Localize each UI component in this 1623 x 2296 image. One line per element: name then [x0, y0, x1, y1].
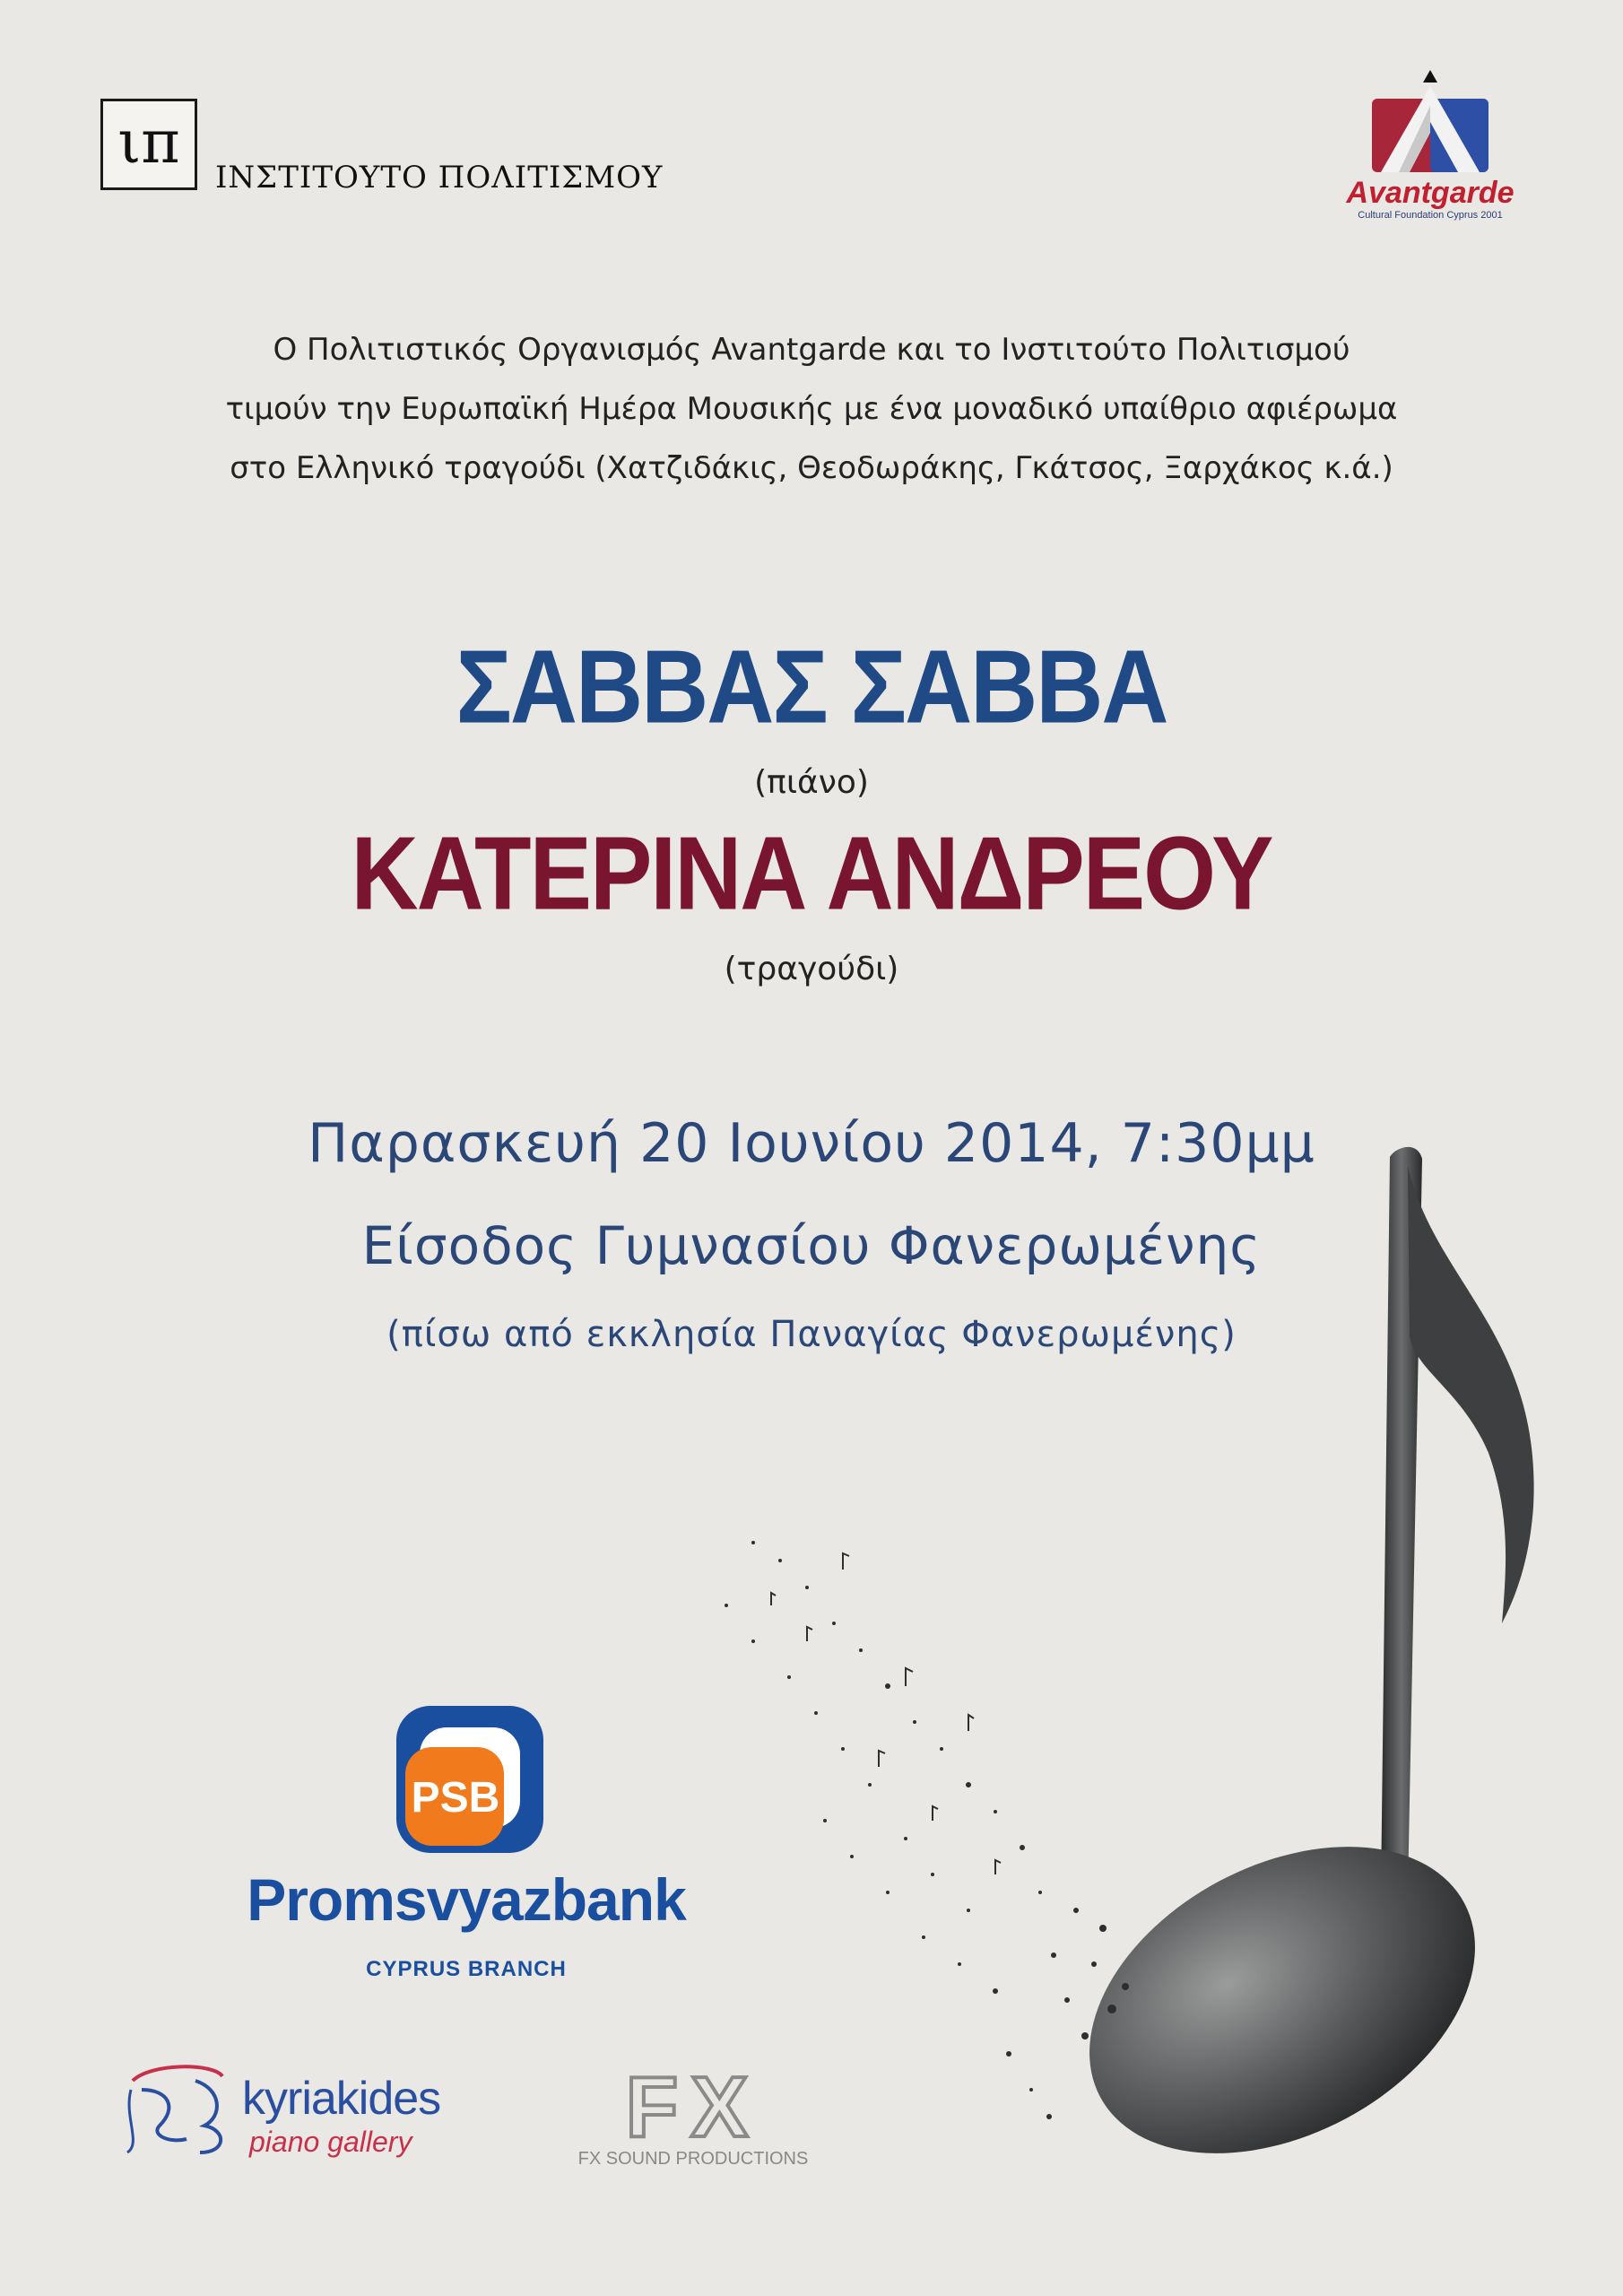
performer-1-name: ΣΑΒΒΑΣ ΣΑΒΒΑ	[456, 629, 1167, 746]
fx-logo	[563, 2063, 823, 2179]
avantgarde-name: Avantgarde	[1346, 176, 1515, 210]
fx-logo-text: FX	[625, 2063, 761, 2149]
bank-branch: CYPRUS BRANCH	[366, 1957, 567, 1981]
performer-2-name: ΚΑΤΕΡΙΝΑ ΑΝΔΡΕΟΥ	[351, 815, 1272, 933]
event-datetime: Παρασκευή 20 Ιουνίου 2014, 7:30μμ	[308, 1112, 1315, 1175]
institute-logo-text: ιπ	[117, 108, 180, 177]
intro-line-3: στο Ελληνικό τραγούδι (Χατζιδάκις, Θεοδωράκης, Γκάτσος, Ξαρχάκος κ.ά.)	[230, 450, 1393, 486]
avantgarde-subtitle: Cultural Foundation Cyprus 2001	[1358, 210, 1503, 221]
event-venue-note: (πίσω από εκκλησία Παναγίας Φανερωμένης)	[386, 1314, 1237, 1355]
performer-2-role: (τραγούδι)	[724, 951, 899, 987]
piano-gallery-name: kyriakides	[242, 2073, 441, 2125]
intro-line-2: τιμούν την Ευρωπαϊκή Ημέρα Μουσικής με ένα μοναδικό υπαίθριο αφιέρωμα	[225, 391, 1398, 427]
fx-mark-icon	[563, 2063, 823, 2149]
piano-gallery-sub: piano gallery	[249, 2126, 412, 2158]
performer-1-role: (πιάνο)	[754, 764, 869, 801]
kyriakides-logo	[115, 2054, 473, 2161]
avantgarde-mark-icon	[1345, 70, 1515, 178]
psb-logo-text: PSB	[411, 1774, 500, 1822]
event-venue: Είσοδος Γυμνασίου Φανερωμένης	[361, 1215, 1262, 1276]
intro-line-1: Ο Πολιτιστικός Οργανισμός Avantgarde και το Ινστιτούτο Πολιτισμού	[273, 332, 1350, 368]
institute-name: ΙΝΣΤΙΤΟΥΤΟ ΠΟΛΙΤΙΣΜΟΥ	[215, 160, 664, 196]
psb-logo-icon	[396, 1706, 543, 1853]
fx-subtitle: FX SOUND PRODUCTIONS	[577, 2149, 809, 2169]
bank-name: Promsvyazbank	[247, 1866, 686, 1933]
piano-swirl-icon	[115, 2054, 240, 2161]
institute-logo	[100, 99, 197, 190]
avantgarde-logo	[1345, 70, 1515, 222]
